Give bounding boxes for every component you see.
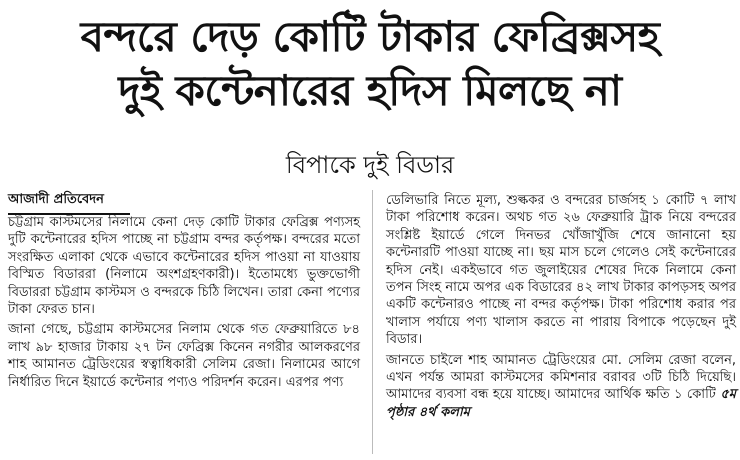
right-paragraph-2 (386, 352, 736, 422)
article-column-right (386, 192, 736, 424)
left-paragraph-1: চট্টগ্রাম কাস্টমসের নিলামে কেনা দেড় কোটি টাকার ফেব্রিক্স পণ্যসহ দুটি কন্টেনারের হদিস পাচ্ছে না চট্টগ্রাম বন্দর কর্তৃপক্ষ। বন্দরের মতো সংরক্ষিত এলাকা থেকে এভাবে কন্টেনারের হদিস পাওয়া না যাওয়ায় বিস্মিত বিডাররা (নিলামে অংশগ্রহণকারী)। ইতোমধ্যে ভুক্তভোগী বিডাররা চট্টগ্রাম কাস্টমস ও বন্দরকে চিঠি লিখেন। তারা কেনা পণ্যের টাকা ফেরত চান। (8, 215, 360, 318)
headline-line-2: দুই কন্টেনারের হদিস মিলছে না (118, 66, 622, 115)
continuation-jump[interactable]: ৫ম পৃষ্ঠার ৪র্থ কলাম (386, 387, 736, 420)
column-divider (372, 190, 373, 454)
left-paragraph-2: জানা গেছে, চট্টগ্রাম কাস্টমসের নিলাম থেকে গত ফেব্রুয়ারিতে ৮৪ লাখ ৯৮ হাজার টাকায় ২৭ টন ফেব্রিক্স কিনেন নগরীর আলকরণের শাহ আমানত ট্রেডিংয়ের স্বত্বাধিকারী সেলিম রেজা। নিলামের আগে নির্ধারিত দিনে ইয়ার্ডে কন্টেনার পণ্যও পরিদর্শন করেন। এরপর পণ্য (8, 322, 360, 390)
subheadline: বিপাকে দুই বিডার (285, 151, 455, 179)
byline: আজাদী প্রতিবেদন (8, 190, 130, 215)
headline-line-1: বন্দরে দেড় কোটি টাকার ফেব্রিক্সসহ (80, 12, 660, 61)
article-column-left (8, 214, 360, 394)
right-paragraph-2-text: জানতে চাইলে শাহ আমানত ট্রেডিংয়ের মো. সেলিম রেজা বলেন, এখন পর্যন্ত আমরা কাস্টমসের কমিশনার বরাবর ৩টি চিঠি দিয়েছি। আমাদের ব্যবসা বন্ধ হয়ে যাচ্ছে। আমাদের আর্থিক ক্ষতি ১ কোটি (386, 352, 736, 403)
right-paragraph-1: ডেলিভারি নিতে মূল্য, শুল্ককর ও বন্দরের চার্জসহ ১ কোটি ৭ লাখ টাকা পরিশোধ করেন। অথচ গত ২৬ ফেব্রুয়ারি ট্রাক নিয়ে বন্দরের সংশ্লিষ্ট ইয়ার্ডে গেলে দিনভর খোঁজাখুঁজি শেষে জানানো হয় কন্টেনারটি পাওয়া যাচ্ছে না। ছয় মাস চলে গেলেও সেই কন্টেনারের হদিস নেই। একইভাবে গত জুলাইয়ের শেষের দিকে নিলামে কেনা তপন সিংহ নামে অপর এক বিডারের ৪২ লাখ টাকার কাপড়সহ অপর একটি কন্টেনারও পাচ্ছে না বন্দর কর্তৃপক্ষ। টাকা পরিশোধ করার পর খালাস পর্যায়ে পণ্য খালাস করতে না পারায় বিপাকে পড়েছেন দুই বিডার। (386, 193, 736, 348)
